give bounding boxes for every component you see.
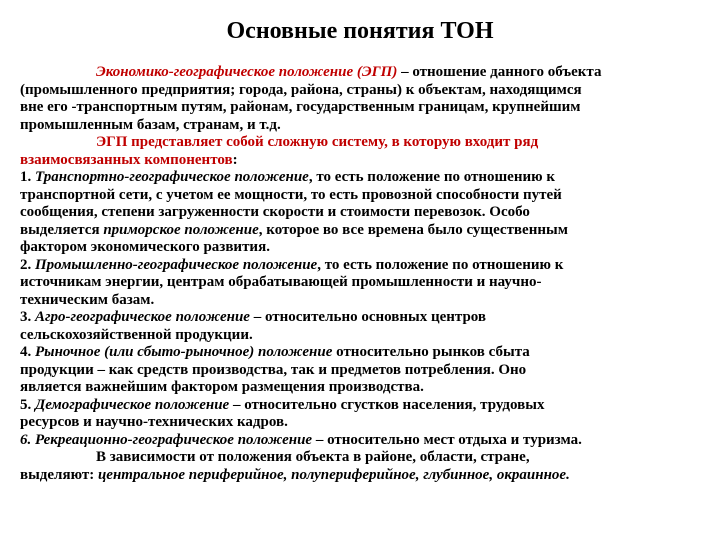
egp-term: Экономико-географическое положение (ЭГП) <box>96 64 398 80</box>
item-1-number: 1. <box>20 169 32 185</box>
item-5-line-1-rest: – относительно сгустков населения, трудовых <box>229 396 545 413</box>
item-3-term: Агро-географическое положение <box>31 309 250 325</box>
system-statement-line-1: ЭГП представляет собой сложную систему, в которую входит ряд <box>96 134 539 150</box>
item-4-term: Рыночное (или сбыто-рыночное) положение <box>31 344 333 360</box>
item-4-line-1 <box>20 344 710 362</box>
item-2-line-2: источникам энергии, центрам обрабатывающей промышленности и научно- <box>20 274 542 290</box>
item-1-line-5: фактором экономического развития. <box>20 239 270 255</box>
item-1-line-4-pre: выделяется <box>20 221 104 238</box>
item-1-line-1-rest: , то есть положение по отношению к <box>308 169 555 185</box>
system-statement-red-end: взаимосвязанных компонентов <box>20 151 233 168</box>
item-1-term: Транспортно-географическое положение <box>31 169 309 185</box>
item-1-line-2: транспортной сети, с учетом ее мощности, то есть провозной способности путей <box>20 186 562 203</box>
item-5-term: Демографическое положение <box>31 396 230 413</box>
definition-line-1-rest: – отношение данного объекта <box>397 64 602 80</box>
item-3-number: 3. <box>20 309 32 325</box>
slide-title: Основные понятия ТОН <box>226 18 494 44</box>
closing-line-2-pre: выделяют: <box>20 466 98 483</box>
item-6-number: 6. <box>20 431 32 448</box>
item-2-term: Промышленно-географическое положение <box>31 256 318 273</box>
item-6-line-1 <box>20 432 710 450</box>
item-1-line-3: сообщения, степени загруженности скорости и стоимости перевозок. Особо <box>20 204 530 220</box>
definition-line-4: промышленным базам, странам, и т.д. <box>20 116 281 133</box>
closing-types-list: центральное периферийное, полупериферийное, глубинное, окраинное. <box>97 466 570 483</box>
item-2-line-1 <box>20 257 710 275</box>
item-4-number: 4. <box>20 344 32 360</box>
definition-line-1 <box>20 64 710 82</box>
system-statement-colon: : <box>232 151 238 168</box>
item-3-line-1 <box>20 309 710 327</box>
item-5-line-1 <box>20 397 710 415</box>
item-3-line-1-rest: – относительно основных центров <box>249 309 487 325</box>
item-4-line-1-rest: относительно рынков сбыта <box>332 344 530 360</box>
closing-line-2 <box>20 467 710 485</box>
system-statement-line-2 <box>20 152 710 170</box>
item-1-line-4 <box>20 222 710 240</box>
item-4-line-2: продукции – как средств производства, так и предметов потребления. Оно <box>20 361 527 378</box>
item-1-line-1 <box>20 169 710 187</box>
item-5-line-2: ресурсов и научно-технических кадров. <box>20 414 288 430</box>
item-6-line-1-rest: – относительно мест отдыха и туризма. <box>312 431 582 448</box>
item-6-term: Рекреационно-географическое положение <box>31 431 313 448</box>
closing-line-1: В зависимости от положения объекта в районе, области, стране, <box>96 449 530 465</box>
item-2-line-1-rest: , то есть положение по отношению к <box>317 256 564 273</box>
definition-line-3: вне его -транспортным путям, районам, государственным границам, крупнейшим <box>20 99 581 115</box>
item-1-line-4-post: , которое во все времена было существенным <box>258 221 568 238</box>
item-2-number: 2. <box>20 256 32 273</box>
slide-body <box>20 64 710 484</box>
item-5-number: 5. <box>20 396 32 413</box>
item-3-line-2: сельскохозяйственной продукции. <box>20 326 253 343</box>
item-2-line-3: техническим базам. <box>20 291 155 308</box>
item-1-seaside-term: приморское положение <box>103 221 259 238</box>
definition-line-2: (промышленного предприятия; города, района, страны) к объектам, находящимся <box>20 81 582 98</box>
item-4-line-3: является важнейшим фактором размещения производства. <box>20 379 424 395</box>
